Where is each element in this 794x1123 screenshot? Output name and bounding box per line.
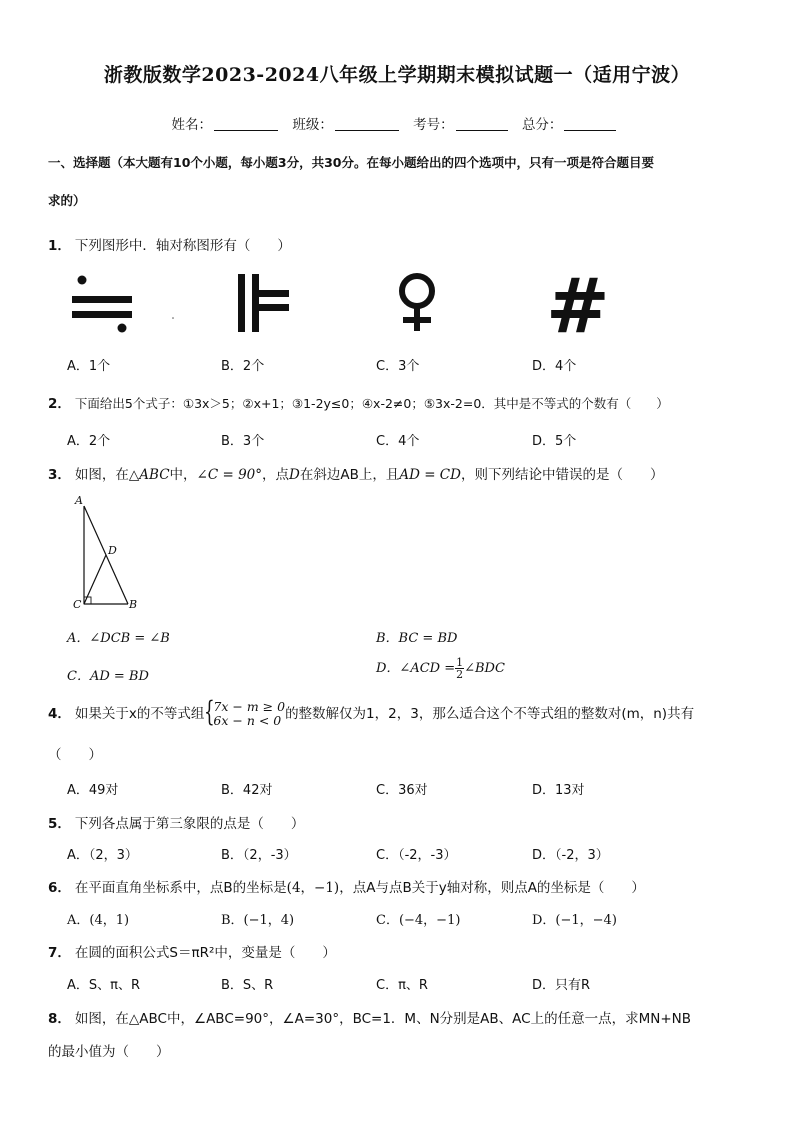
- math-angle: ∠C = 90°: [196, 467, 263, 483]
- question-text: 在斜边AB上，且: [299, 467, 400, 483]
- q5-option-b[interactable]: B．（2，-3）: [221, 848, 297, 863]
- q1-option-d[interactable]: D．4个: [532, 359, 577, 374]
- q7-option-a[interactable]: A．S、π、R: [67, 978, 141, 993]
- q2-option-d[interactable]: D．5个: [532, 434, 577, 449]
- vertex-label-a: A: [75, 494, 83, 507]
- math-point: D: [289, 467, 300, 483]
- question-text: 下面给出5个式子：①3x＞5；②x+1；③1-2y≤0；④x-2≠0；⑤3x-2=0．其中是不等式的个数有（ ）: [74, 396, 669, 411]
- inequality-system: { 7x − m ≥ 0 6x − n < 0: [204, 695, 286, 728]
- q2-option-c[interactable]: C．4个: [376, 434, 420, 449]
- question-8-continued: 的最小值为（ ）: [48, 1044, 170, 1060]
- q7-option-d[interactable]: D．只有R: [532, 978, 591, 993]
- q7-option-c[interactable]: C．π、R: [376, 978, 428, 993]
- q3-option-a[interactable]: A．∠DCB = ∠B: [67, 631, 170, 646]
- q4-option-c[interactable]: C．36对: [376, 783, 428, 798]
- question-text: 如图，在: [74, 467, 129, 483]
- question-text: 中，: [169, 467, 197, 483]
- vertex-label-b: B: [129, 598, 138, 611]
- hash-symbol-figure: #: [546, 268, 610, 338]
- question-number: 1．: [48, 238, 71, 254]
- question-text: 下列各点属于第三象限的点是（ ）: [74, 816, 305, 832]
- q3-option-d[interactable]: D．∠ACD = $\frac{1}{2}$ ∠BDC: [376, 656, 505, 681]
- vertex-label-c: C: [73, 598, 82, 611]
- q3-option-c[interactable]: C．AD = BD: [67, 669, 149, 684]
- question-text: 在平面直角坐标系中，点B的坐标是: [74, 880, 287, 896]
- math-triangle: △ABC: [128, 467, 170, 483]
- q2-option-a[interactable]: A．2个: [67, 434, 111, 449]
- q4-option-a[interactable]: A．49对: [67, 783, 119, 798]
- q3-triangle-figure: [68, 490, 158, 615]
- q4-option-d[interactable]: D．13对: [532, 783, 585, 798]
- student-info-row: [0, 113, 794, 133]
- question-6: [48, 876, 645, 896]
- question-number: 5．: [48, 816, 71, 832]
- score-blank[interactable]: [564, 118, 616, 131]
- q1-option-b[interactable]: B．2个: [221, 359, 265, 374]
- exam-title: 浙教版数学2023-2024八年级上学期期末模拟试题一（适用宁波）: [103, 64, 691, 86]
- question-1: [48, 234, 291, 254]
- q5-option-a[interactable]: A．（2，3）: [67, 848, 138, 863]
- q2-option-b[interactable]: B．3个: [221, 434, 265, 449]
- q6-option-b[interactable]: B．(−1，4): [221, 913, 295, 928]
- vertex-label-d: D: [108, 544, 117, 557]
- q1-option-a[interactable]: A．1个: [67, 359, 111, 374]
- question-number: 8．: [48, 1011, 71, 1027]
- section-heading-line2: 求的）: [48, 193, 86, 208]
- q4-option-b[interactable]: B．42对: [221, 783, 273, 798]
- q1-figures: [60, 268, 620, 338]
- score-label: 总分：: [521, 117, 563, 133]
- question-text: ，则下列结论中错误的是（ ）: [460, 467, 664, 483]
- class-label: 班级：: [292, 117, 333, 133]
- question-text: 如图，在△ABC中，∠ABC=90°，∠A=30°，BC=1．M、N分别是AB、AC上的任意一点，求MN+NB: [74, 1011, 692, 1027]
- venus-symbol-figure: [402, 276, 432, 331]
- q3-option-b[interactable]: B．BC = BD: [376, 631, 458, 646]
- question-5: [48, 812, 304, 832]
- question-text: 下列图形中．轴对称图形有（ ）: [74, 238, 291, 254]
- exam-no-blank[interactable]: [456, 118, 508, 131]
- question-3: [48, 463, 663, 483]
- question-text: ，点: [262, 467, 290, 483]
- question-number: 2．: [48, 396, 71, 412]
- divide-sign-figure: [72, 276, 174, 333]
- q6-option-c[interactable]: C．(−4，−1): [376, 913, 461, 928]
- section-heading: [48, 144, 748, 220]
- exam-no-label: 考号：: [413, 117, 454, 133]
- q1-option-c[interactable]: C．3个: [376, 359, 420, 374]
- question-4-continued: （ ）: [48, 747, 102, 763]
- q5-option-d[interactable]: D．（-2，3）: [532, 848, 609, 863]
- bars-figure: [238, 274, 289, 332]
- question-text: 在圆的面积公式S＝πR²中，变量是（ ）: [74, 945, 336, 961]
- question-text: 的整数解仅为1，2，3，那么适合这个不等式组的整数对(m，n)共有: [285, 706, 695, 722]
- question-7: [48, 941, 336, 961]
- question-text: 如果关于x的不等式组: [74, 706, 205, 722]
- q6-option-a[interactable]: A．(4，1): [67, 913, 130, 928]
- question-number: 7．: [48, 945, 71, 961]
- math-equation: AD = CD: [399, 467, 461, 483]
- math-coordinate: (4，−1): [286, 880, 340, 896]
- q6-option-d[interactable]: D．(−1，−4): [532, 913, 617, 928]
- question-number: 4．: [48, 706, 71, 722]
- question-number: 6．: [48, 880, 71, 896]
- question-8: [48, 1007, 691, 1027]
- fraction-half: $\frac{1}{2}$: [456, 656, 464, 681]
- question-4: [48, 695, 695, 728]
- section-heading-line1: 一、选择题（本大题有10个小题，每小题3分，共30分。在每小题给出的四个选项中，只有一项是符合题目要: [48, 155, 654, 170]
- question-number: 3．: [48, 467, 71, 483]
- question-text: ，点A与点B关于y轴对称，则点A的坐标是（ ）: [339, 880, 645, 896]
- name-blank[interactable]: [214, 118, 278, 131]
- name-label: 姓名：: [171, 117, 213, 133]
- q7-option-b[interactable]: B．S、R: [221, 978, 274, 993]
- q5-option-c[interactable]: C．（-2，-3）: [376, 848, 457, 863]
- question-2: [48, 392, 669, 412]
- class-blank[interactable]: [335, 118, 399, 131]
